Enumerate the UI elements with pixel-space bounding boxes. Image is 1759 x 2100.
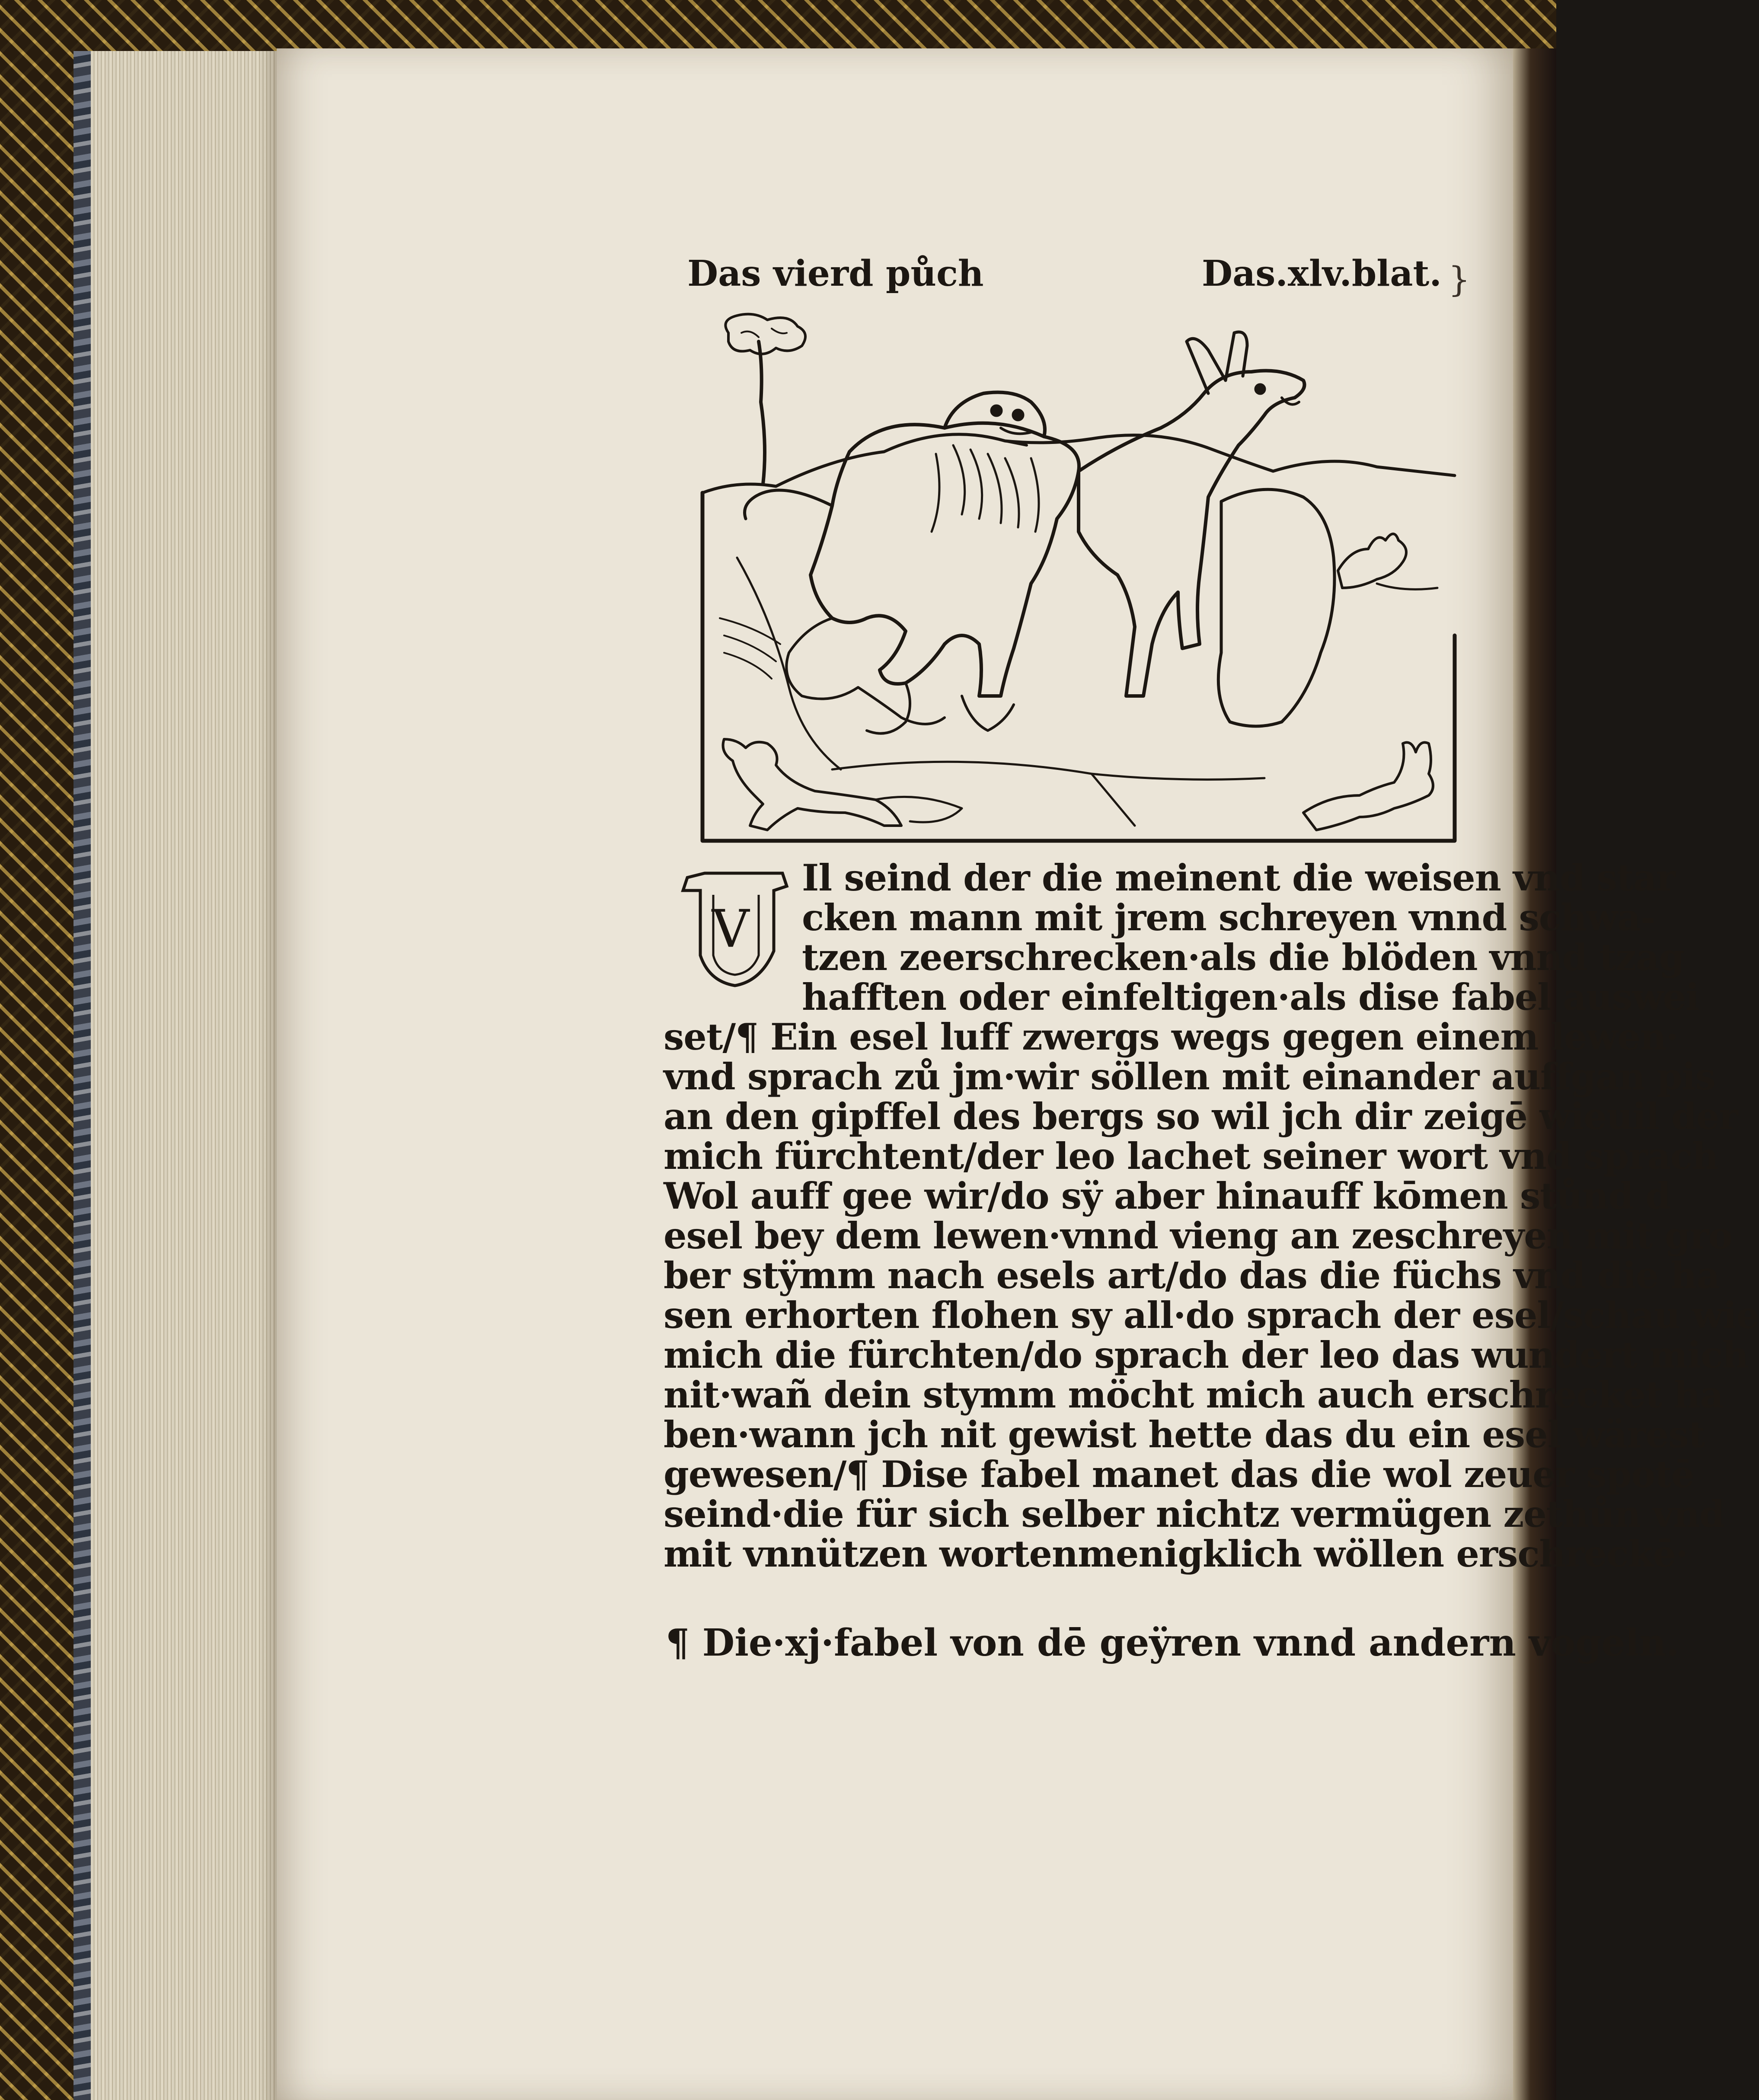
text-line-17: seind·die für sich selber nichtz vermügen zethůn vnd — [664, 1493, 1724, 1535]
text-line-4: hafften oder einfeltigen·als dise fabel auswei — [802, 976, 1699, 1018]
text-line-12: sen erhorten flohen sy all·do sprach der esel/schau wie — [664, 1294, 1759, 1337]
text-line-15: ben·wann jch nit gewist hette das du ein esel wärest — [664, 1413, 1705, 1456]
text-line-3: tzen zeerschrecken·als die blöden vnnd tzag — [802, 936, 1684, 979]
woodcut-frame — [702, 493, 1455, 841]
hare — [1303, 743, 1433, 830]
page-edges — [91, 51, 285, 2100]
text-line-5: set/¶ Ein esel luff zwergs wegs gegen einem lewen· — [664, 1015, 1679, 1058]
text-line-18: mit vnnützen wortenmenigklich wöllen erschreckē· — [664, 1532, 1688, 1575]
text-line-16: gewesen/¶ Dise fabel manet das die wol zeuer spotē — [664, 1453, 1694, 1496]
donkey — [1079, 371, 1305, 696]
text-line-1: Il seind der die meinent die weisen vnd star — [802, 856, 1675, 899]
initial-letter: V — [712, 899, 750, 959]
text-line-7: an den gipffel des bergs so wil jch dir zeigē wieuil der — [664, 1095, 1738, 1138]
text-line-6: vnd sprach zů jm·wir söllen mit einander auffgan pis — [664, 1055, 1715, 1098]
next-fable-heading: ¶ Die·xj·fabel von dē geÿren vnnd andern vogeln. — [666, 1621, 1679, 1665]
text-line-14: nit·wañ dein stymm möcht mich auch erschrecket ha — [664, 1373, 1724, 1416]
tree — [759, 341, 765, 484]
text-line-11: ber stÿmm nach esels art/do das die füchs vnd die ha — [664, 1254, 1720, 1297]
bracket-mark: } — [1448, 259, 1470, 300]
lion — [811, 423, 1079, 696]
woodcut-illustration — [702, 316, 1455, 843]
text-line-10: esel bey dem lewen·vnnd vieng an zeschreyen mit gro — [664, 1214, 1732, 1257]
text-line-8: mich fürchtent/der leo lachet seiner wort vnd sprach — [664, 1135, 1718, 1178]
running-head-left: Das vierd půch — [687, 253, 984, 294]
marbled-endpaper — [73, 51, 93, 2100]
fox-top — [1338, 534, 1406, 588]
running-head-right: Das.xlv.blat. — [1202, 253, 1442, 294]
decorated-initial — [666, 865, 795, 994]
text-line-13: mich die fürchten/do sprach der leo das wundert mich — [664, 1334, 1749, 1376]
text-line-2: cken mann mit jrem schreyen vnnd schwa- — [802, 896, 1655, 939]
fox-bottom — [723, 739, 902, 830]
text-line-9: Wol auff gee wir/do sÿ aber hinauff kōmen stůnd d — [664, 1174, 1671, 1217]
